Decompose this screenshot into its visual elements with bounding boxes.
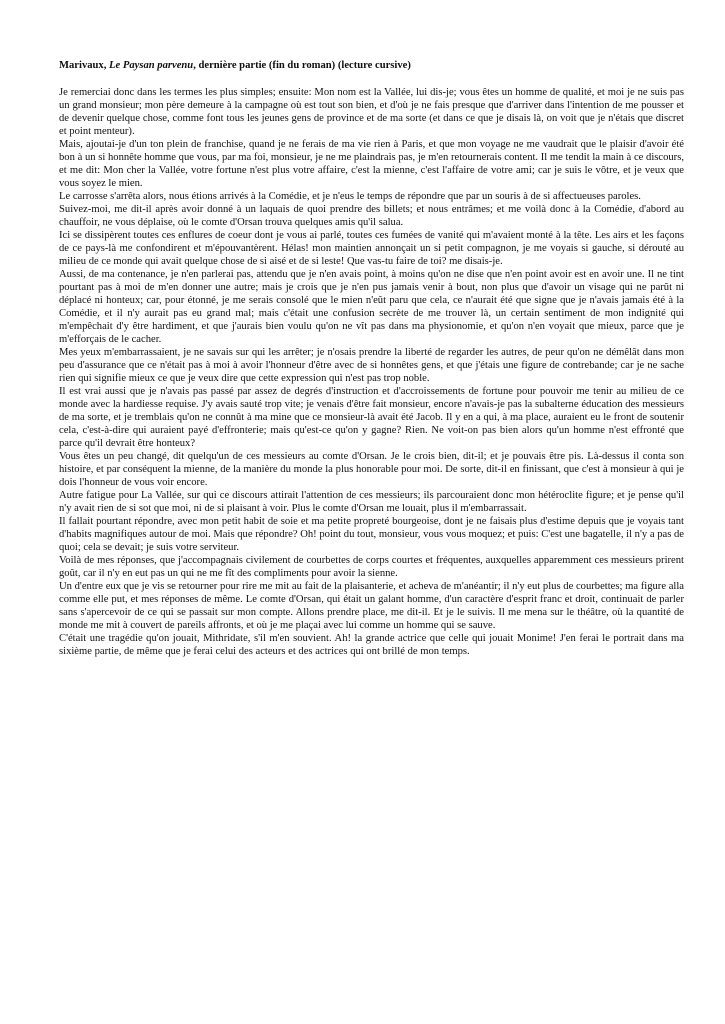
paragraph: Vous êtes un peu changé, dit quelqu'un de ces messieurs au comte d'Orsan. Je le crois bien, dit-il; et je pouvais être pis. Là-dessus il conta son histoire, et par conséquent la mienne, de la manière du monde la plus honorable pour moi. De sorte, dit-il en finissant, que c'est à monsieur à qui je dois l'honneur de vous voir encore. [59, 451, 684, 488]
paragraph: Je remerciai donc dans les termes les plus simples; ensuite: Mon nom est la Vallée, lui dis-je; vous êtes un homme de qualité, et moi je ne suis pas un grand monsieur; mon père demeure à la campagne où est tout son bien, et d'où je ne fais presque que d'arriver dans l'intention de me pousser et de devenir quelque chose, comme font tous les jeunes gens de province et de ma sorte (et dans ce que je disais là, on voit que je n'étais que discret et point menteur). [59, 87, 684, 137]
paragraph: Mes yeux m'embarrassaient, je ne savais sur qui les arrêter; je n'osais prendre la liberté de regarder les autres, de peur qu'on ne démêlât dans mon peu d'assurance que ce n'était pas à moi à avoir l'honneur d'être avec de si honnêtes gens, et que j'étais une figure de contrebande; car je ne sache rien qui signifie mieux ce que je veux dire que cette expression qui n'est pas trop noble. [59, 347, 684, 384]
heading-title: Le Paysan parvenu [109, 60, 194, 71]
document-heading [59, 59, 684, 72]
paragraph: Il est vrai aussi que je n'avais pas passé par assez de degrés d'instruction et d'accroissements de fortune pour pouvoir me tenir au milieu de ce monde avec la hardiesse requise. J'y avais sauté trop vite; je venais d'être fait monsieur, encore n'avais-je pas la subalterne éducation des messieurs de ma sorte, et je tremblais qu'on ne connût à ma mine que ce monsieur-là avait été Jacob. Il y en a qui, à ma place, auraient eu le front de soutenir cela, c'est-à-dire qui auraient payé d'effronterie; mais qu'est-ce qu'on y gagne? Rien. Ne voit-on pas bien alors qu'un homme n'est effronté que parce qu'il devrait être honteux? [59, 386, 684, 449]
paragraph: Voilà de mes réponses, que j'accompagnais civilement de courbettes de corps courtes et fréquentes, auxquelles apparemment ces messieurs prirent goût, car il n'y en eut pas un qui ne me fît des compliments pour avoir la sienne. [59, 555, 684, 579]
paragraph: Ici se dissipèrent toutes ces enflures de coeur dont je vous ai parlé, toutes ces fumées de vanité qui m'avaient monté à la tête. Les airs et les façons de ce pays-là me confondirent et m'épouvantèrent. Hélas! mon maintien annonçait un si petit compagnon, je me voyais si gauche, si dérouté au milieu de ce monde qui avait quelque chose de si aisé et de si leste! Que vas-tu faire de toi? me disais-je. [59, 230, 684, 267]
paragraph: Il fallait pourtant répondre, avec mon petit habit de soie et ma petite propreté bourgeoise, dont je ne faisais plus d'estime depuis que je voyais tant d'habits magnifiques autour de moi. Mais que répondre? Oh! point du tout, monsieur, vous vous moquez; et puis: C'est une bagatelle, il n'y a pas de quoi; cela se devait; je suis votre serviteur. [59, 516, 684, 553]
heading-subtitle: , dernière partie (fin du roman) (lecture cursive) [193, 60, 411, 71]
paragraph: Un d'entre eux que je vis se retourner pour rire me mit au fait de la plaisanterie, et acheva de m'anéantir; il n'y eut plus de courbettes; ma figure alla comme elle put, et mes réponses de même. Le comte d'Orsan, qui était un galant homme, d'un caractère d'esprit franc et droit, continuait de parler sans s'apercevoir de ce qui se passait sur mon compte. Allons prendre place, me dit-il. Et je le suivis. Il me mena sur le théâtre, où la quantité de monde me mit à couvert de pareils affronts, et où je me plaçai avec lui comme un homme qui se sauve. [59, 581, 684, 631]
paragraph: C'était une tragédie qu'on jouait, Mithridate, s'il m'en souvient. Ah! la grande actrice que celle qui jouait Monime! J'en ferai le portrait dans ma sixième partie, de même que je ferai celui des acteurs et des actrices qui ont brillé de mon temps. [59, 633, 684, 657]
paragraph: Suivez-moi, me dit-il après avoir donné à un laquais de quoi prendre des billets; et nous entrâmes; et me voilà donc à la Comédie, d'abord au chauffoir, ne vous déplaise, où le comte d'Orsan trouva quelques amis qu'il salua. [59, 204, 684, 228]
paragraph: Mais, ajoutai-je d'un ton plein de franchise, quand je ne ferais de ma vie rien à Paris, et que mon voyage ne me vaudrait que le plaisir d'avoir été bon à un si honnête homme que vous, par ma foi, monsieur, je ne me plaindrais pas, je m'en retournerais content. Il me tendit la main à ce discours, et me dit: Mon cher la Vallée, votre fortune n'est plus votre affaire, c'est la mienne, c'est l'affaire de votre ami; car je suis le vôtre, et je veux que vous soyez le mien. [59, 139, 684, 189]
document-body [59, 86, 684, 658]
paragraph: Autre fatigue pour La Vallée, sur qui ce discours attirait l'attention de ces messieurs; ils parcouraient donc mon hétéroclite figure; et je pense qu'il n'y avait rien de si sot que moi, ni de si plaisant à voir. Plus le comte d'Orsan me louait, plus il m'embarrassait. [59, 490, 684, 514]
heading-author: Marivaux, [59, 60, 110, 71]
paragraph: Le carrosse s'arrêta alors, nous étions arrivés à la Comédie, et je n'eus le temps de répondre que par un souris à de si affectueuses paroles. [59, 191, 641, 202]
paragraph: Aussi, de ma contenance, je n'en parlerai pas, attendu que je n'en avais point, à moins qu'on ne dise que n'en point avoir est en avoir une. Il ne tint pourtant pas à moi de m'en donner une autre; mais je crois que je n'en pus jamais venir à bout, non plus que d'avoir un visage qui ne parût ni déplacé ni honteux; car, pour étonné, je me serais consolé que le mien n'eût paru que cela, ce n'aurait été que signe que je n'avais jamais été à la Comédie, et il n'y aurait pas eu grand mal; mais c'était une confusion secrète de me trouver là, un certain sentiment de mon indignité qui m'empêchait d'y être hardiment, et que j'aurais bien voulu qu'on ne vît pas dans ma physionomie, et qu'on n'en voyait que mieux, parce que je m'efforçais de le cacher. [59, 269, 684, 345]
